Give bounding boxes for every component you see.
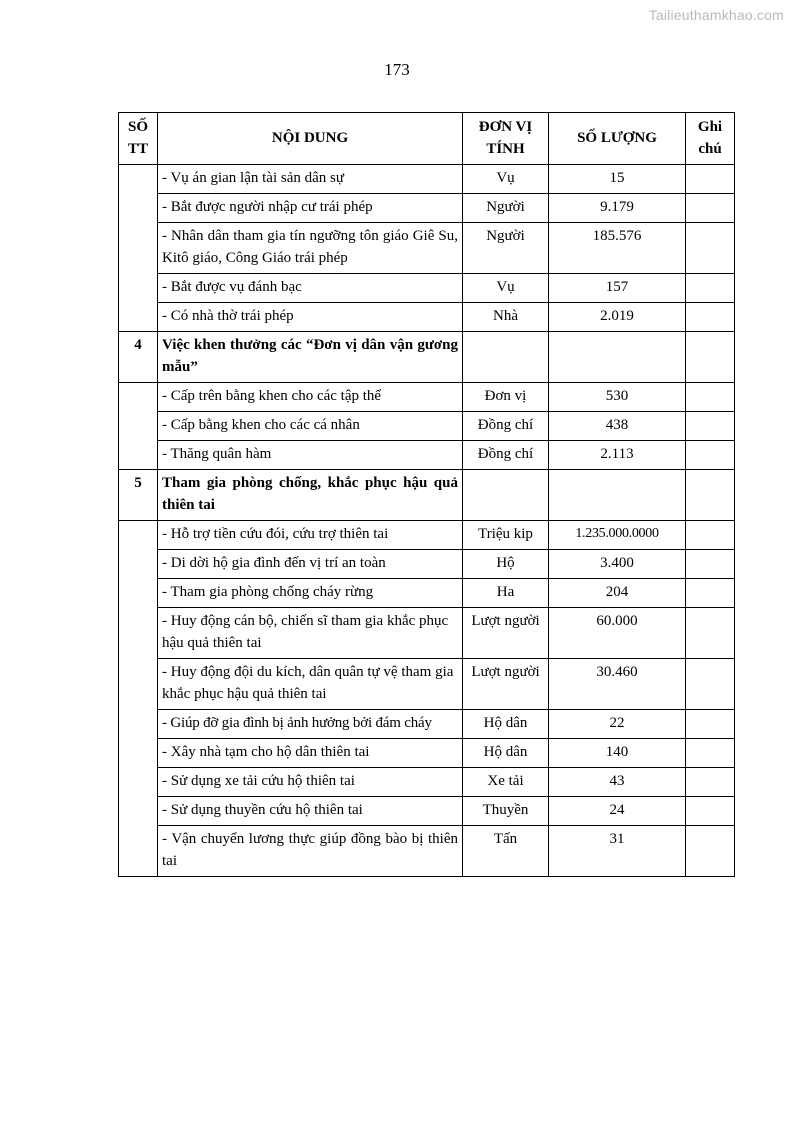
section-title: Việc khen thưởng các “Đơn vị dân vận gương mẫu” bbox=[158, 332, 463, 383]
header-note: Ghi chú bbox=[686, 113, 735, 165]
row-note bbox=[686, 383, 735, 412]
row-unit: Thuyền bbox=[463, 797, 549, 826]
row-note bbox=[686, 710, 735, 739]
row-no-empty bbox=[119, 383, 158, 470]
table-row bbox=[119, 659, 735, 710]
row-unit: Tấn bbox=[463, 826, 549, 877]
row-note bbox=[686, 608, 735, 659]
row-unit: Triệu kip bbox=[463, 521, 549, 550]
row-content: - Nhân dân tham gia tín ngưỡng tôn giáo Giê Su, Kitô giáo, Công Giáo trái phép bbox=[158, 223, 463, 274]
table-row bbox=[119, 412, 735, 441]
table-row bbox=[119, 579, 735, 608]
row-unit: Vụ bbox=[463, 274, 549, 303]
table-row bbox=[119, 710, 735, 739]
row-quantity: 530 bbox=[549, 383, 686, 412]
row-note bbox=[686, 303, 735, 332]
table-row bbox=[119, 797, 735, 826]
row-quantity: 24 bbox=[549, 797, 686, 826]
table-row bbox=[119, 608, 735, 659]
row-note bbox=[686, 797, 735, 826]
section-number: 5 bbox=[119, 470, 158, 521]
row-quantity: 1.235.000.0000 bbox=[549, 521, 686, 550]
row-note bbox=[686, 521, 735, 550]
table-row bbox=[119, 826, 735, 877]
row-quantity: 2.019 bbox=[549, 303, 686, 332]
row-quantity: 2.113 bbox=[549, 441, 686, 470]
row-note bbox=[686, 274, 735, 303]
row-content: - Bắt được vụ đánh bạc bbox=[158, 274, 463, 303]
row-unit: Ha bbox=[463, 579, 549, 608]
row-unit: Lượt người bbox=[463, 608, 549, 659]
row-no-empty bbox=[119, 165, 158, 332]
row-quantity: 157 bbox=[549, 274, 686, 303]
row-content: - Vận chuyển lương thực giúp đồng bào bị thiên tai bbox=[158, 826, 463, 877]
row-unit bbox=[463, 332, 549, 383]
row-note bbox=[686, 332, 735, 383]
row-unit: Đơn vị bbox=[463, 383, 549, 412]
table-row bbox=[119, 274, 735, 303]
section-title: Tham gia phòng chống, khắc phục hậu quả thiên tai bbox=[158, 470, 463, 521]
row-quantity: 185.576 bbox=[549, 223, 686, 274]
section-row-5 bbox=[119, 470, 735, 521]
row-unit: Hộ dân bbox=[463, 739, 549, 768]
row-note bbox=[686, 826, 735, 877]
section-number: 4 bbox=[119, 332, 158, 383]
row-unit: Đồng chí bbox=[463, 412, 549, 441]
row-unit: Hộ bbox=[463, 550, 549, 579]
row-content: - Tham gia phòng chống cháy rừng bbox=[158, 579, 463, 608]
table-row bbox=[119, 521, 735, 550]
table-row bbox=[119, 383, 735, 412]
watermark: Tailieuthamkhao.com bbox=[648, 7, 784, 23]
row-unit: Vụ bbox=[463, 165, 549, 194]
row-quantity: 204 bbox=[549, 579, 686, 608]
row-unit: Đồng chí bbox=[463, 441, 549, 470]
row-content: - Giúp đỡ gia đình bị ảnh hưởng bởi đám cháy bbox=[158, 710, 463, 739]
row-quantity: 43 bbox=[549, 768, 686, 797]
row-note bbox=[686, 165, 735, 194]
row-quantity: 31 bbox=[549, 826, 686, 877]
row-content: - Bắt được người nhập cư trái phép bbox=[158, 194, 463, 223]
row-quantity: 30.460 bbox=[549, 659, 686, 710]
row-content: - Cấp bằng khen cho các cá nhân bbox=[158, 412, 463, 441]
table-row bbox=[119, 441, 735, 470]
row-quantity: 22 bbox=[549, 710, 686, 739]
row-content: - Vụ án gian lận tài sản dân sự bbox=[158, 165, 463, 194]
row-unit: Hộ dân bbox=[463, 710, 549, 739]
row-quantity: 15 bbox=[549, 165, 686, 194]
row-unit bbox=[463, 470, 549, 521]
row-quantity: 140 bbox=[549, 739, 686, 768]
row-note bbox=[686, 659, 735, 710]
table-row bbox=[119, 768, 735, 797]
row-note bbox=[686, 194, 735, 223]
row-content: - Có nhà thờ trái phép bbox=[158, 303, 463, 332]
row-content: - Di dời hộ gia đình đến vị trí an toàn bbox=[158, 550, 463, 579]
header-quantity: SỐ LƯỢNG bbox=[549, 113, 686, 165]
row-content: - Hỗ trợ tiền cứu đói, cứu trợ thiên tai bbox=[158, 521, 463, 550]
header-content: NỘI DUNG bbox=[158, 113, 463, 165]
row-content: - Huy động cán bộ, chiến sĩ tham gia khắc phục hậu quả thiên tai bbox=[158, 608, 463, 659]
row-note bbox=[686, 412, 735, 441]
row-unit: Lượt người bbox=[463, 659, 549, 710]
row-note bbox=[686, 223, 735, 274]
row-content: - Sử dụng xe tải cứu hộ thiên tai bbox=[158, 768, 463, 797]
row-note bbox=[686, 441, 735, 470]
row-note bbox=[686, 739, 735, 768]
table-row bbox=[119, 223, 735, 274]
statistics-table bbox=[118, 112, 735, 877]
header-unit: ĐƠN VỊ TÍNH bbox=[463, 113, 549, 165]
row-content: - Thăng quân hàm bbox=[158, 441, 463, 470]
table-row bbox=[119, 739, 735, 768]
row-note bbox=[686, 470, 735, 521]
row-note bbox=[686, 550, 735, 579]
row-quantity: 3.400 bbox=[549, 550, 686, 579]
row-note bbox=[686, 579, 735, 608]
row-quantity bbox=[549, 332, 686, 383]
row-unit: Nhà bbox=[463, 303, 549, 332]
row-content: - Sử dụng thuyền cứu hộ thiên tai bbox=[158, 797, 463, 826]
row-unit: Người bbox=[463, 223, 549, 274]
row-quantity bbox=[549, 470, 686, 521]
row-content: - Cấp trên bằng khen cho các tập thể bbox=[158, 383, 463, 412]
table-row bbox=[119, 550, 735, 579]
row-content: - Huy động đội du kích, dân quân tự vệ tham gia khắc phục hậu quả thiên tai bbox=[158, 659, 463, 710]
section-row-4 bbox=[119, 332, 735, 383]
page-number: 173 bbox=[384, 60, 410, 79]
row-unit: Người bbox=[463, 194, 549, 223]
row-no-empty bbox=[119, 521, 158, 877]
table-row bbox=[119, 194, 735, 223]
row-quantity: 9.179 bbox=[549, 194, 686, 223]
table-row bbox=[119, 303, 735, 332]
row-quantity: 438 bbox=[549, 412, 686, 441]
row-content: - Xây nhà tạm cho hộ dân thiên tai bbox=[158, 739, 463, 768]
row-unit: Xe tải bbox=[463, 768, 549, 797]
table-header-row bbox=[119, 113, 735, 165]
row-note bbox=[686, 768, 735, 797]
row-quantity: 60.000 bbox=[549, 608, 686, 659]
header-no: SỐ TT bbox=[119, 113, 158, 165]
table-row bbox=[119, 165, 735, 194]
